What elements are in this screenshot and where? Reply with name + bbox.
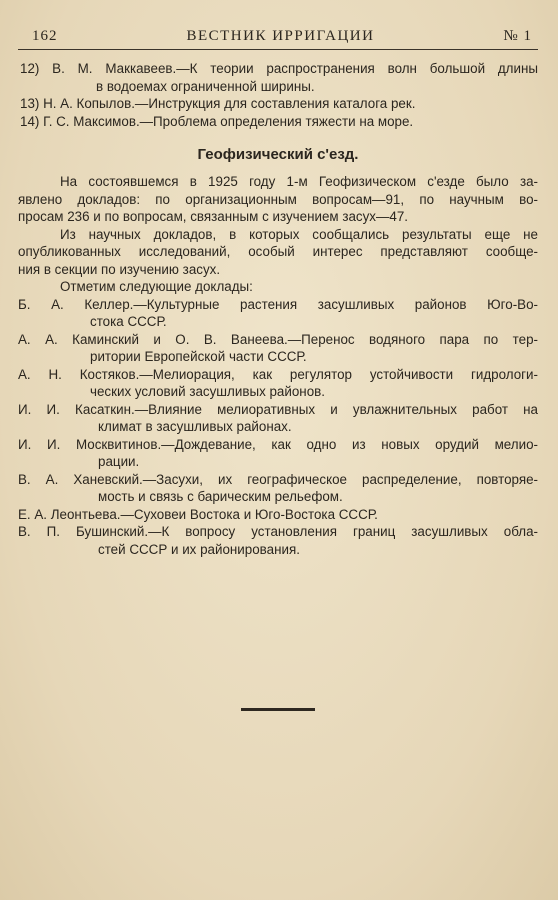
section-title: Геофизический с'езд. xyxy=(197,146,359,163)
item-line: 12) В. М. Маккавеев.—К теории распространения волн большой длины xyxy=(20,61,538,76)
report-line: ческих условий засушливых районов. xyxy=(90,384,325,399)
paragraph-line: явлено докладов: по организационным вопросам—91, по научным во- xyxy=(18,191,538,207)
item-line: 14) Г. С. Максимов.—Проблема определения тяжести на море. xyxy=(20,113,414,129)
report-line: ритории Европейской части СССР. xyxy=(90,349,307,364)
paragraph-line: ния в секции по изучению засух. xyxy=(18,261,221,277)
report-line: В. П. Бушинский.—К вопросу установления границ засушливых обла- xyxy=(18,524,538,539)
paragraph-lead xyxy=(18,278,538,296)
issue-number: № 1 xyxy=(503,28,532,44)
report-line: рации. xyxy=(98,454,140,469)
end-rule xyxy=(241,708,315,711)
numbered-items xyxy=(18,60,538,130)
item-line: в водоемах ограниченной ширины. xyxy=(96,78,315,94)
report-line: климат в засушливых районах. xyxy=(98,419,292,434)
report-line: И. И. Москвитинов.—Дождевание, как одно из новых орудий мелио- xyxy=(18,436,538,452)
reports-list xyxy=(18,296,538,559)
report-line: мость и связь с барическим рельефом. xyxy=(98,489,343,504)
page-header xyxy=(18,28,538,50)
report-line: Е. А. Леонтьева.—Суховеи Востока и Юго-Востока СССР. xyxy=(18,506,378,522)
report-line: стока СССР. xyxy=(90,314,167,329)
report-line: В. А. Ханевский.—Засухи, их географическое распределение, повторяе- xyxy=(18,471,538,487)
journal-title: ВЕСТНИК ИРРИГАЦИИ xyxy=(186,28,375,44)
paragraph-intro xyxy=(18,173,538,226)
paragraph-line: опубликованных исследований, особый интерес представляют сообще- xyxy=(18,244,538,259)
report-line: Б. А. Келлер.—Культурные растения засушливых районов Юго-Во- xyxy=(18,296,538,312)
page-number: 162 xyxy=(32,28,58,44)
report-line: И. И. Касаткин.—Влияние мелиоративных и увлажнительных работ на xyxy=(18,401,538,417)
paragraph-line: Из научных докладов, в которых сообщались результаты еще не xyxy=(60,226,538,242)
paragraph-line: На состоявшемся в 1925 году 1-м Геофизическом с'езде было за- xyxy=(60,174,538,189)
report-line: стей СССР и их районирования. xyxy=(98,541,300,557)
report-line: А. А. Каминский и О. В. Ванеева.—Перенос водяного пара по тер- xyxy=(18,331,538,347)
paragraph-line: просам 236 и по вопросам, связанным с изучением засух—47. xyxy=(18,209,409,224)
item-line: 13) Н. А. Копылов.—Инструкция для составления каталога рек. xyxy=(20,96,416,111)
paragraph-reports-intro xyxy=(18,226,538,279)
paragraph-line: Отметим следующие доклады: xyxy=(60,279,253,294)
report-line: А. Н. Костяков.—Мелиорация, как регулятор устойчивости гидрологи- xyxy=(18,366,538,382)
